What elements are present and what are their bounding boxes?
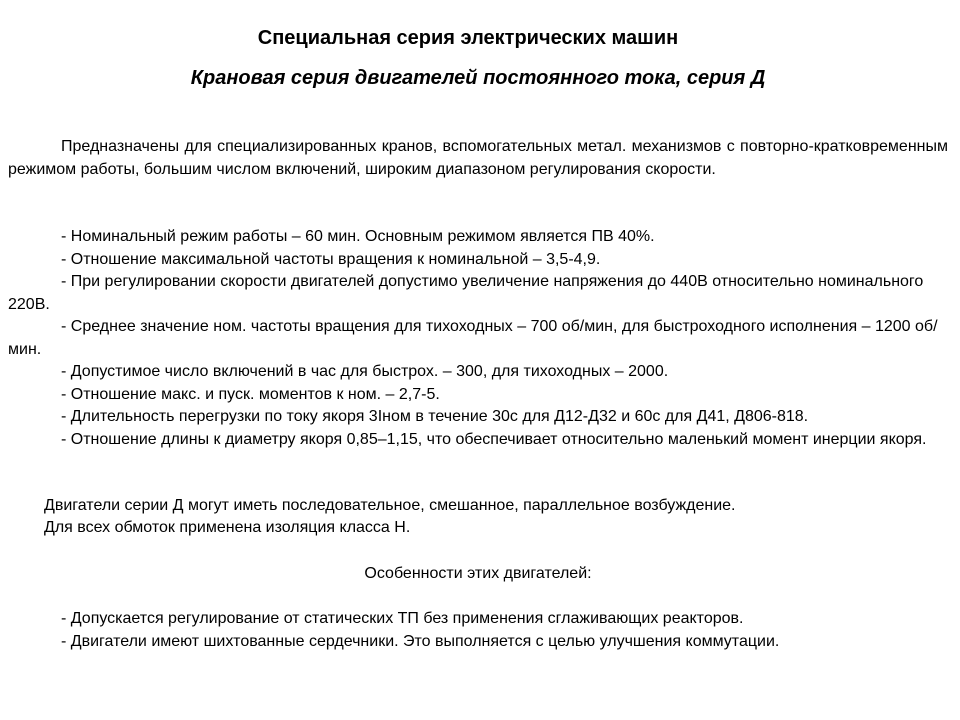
slide-title: Специальная серия электрических машин (257, 27, 679, 49)
spec-item: - Среднее значение ном. частоты вращения для тихоходных – 700 об/мин, для быстроходного исполнения – 1200 об/мин. (8, 318, 938, 358)
insulation-paragraph: Для всех обмоток применена изоляция класса Н. (44, 519, 411, 536)
feature-item: - Допускается регулирование от статических ТП без применения сглаживающих реакторов. (61, 610, 744, 627)
spec-item: - Номинальный режим работы – 60 мин. Основным режимом является ПВ 40%. (61, 228, 655, 245)
spec-item: - Длительность перегрузки по току якоря 3Iном в течение 30с для Д12-Д32 и 60с для Д41, Д806-818. (61, 408, 809, 425)
spec-item: - При регулировании скорости двигателей допустимо увеличение напряжения до 440В относительно номинального 220В. (8, 273, 924, 313)
features-list (8, 608, 948, 653)
excitation-paragraph: Двигатели серии Д могут иметь последовательное, смешанное, параллельное возбуждение. (44, 497, 736, 514)
slide-subtitle: Крановая серия двигателей постоянного тока, серия Д (190, 67, 766, 89)
specs-list (8, 226, 948, 451)
spec-item: - Допустимое число включений в час для быстрох. – 300, для тихоходных – 2000. (61, 363, 669, 380)
feature-item: - Двигатели имеют шихтованные сердечники. Это выполняется с целью улучшения коммутации. (61, 632, 780, 650)
spec-item: - Отношение макс. и пуск. моментов к ном. – 2,7-5. (61, 385, 440, 403)
spec-item: - Отношение максимальной частоты вращения к номинальной – 3,5-4,9. (61, 250, 601, 268)
features-heading: Особенности этих двигателей: (364, 565, 592, 582)
spec-item: - Отношение длины к диаметру якоря 0,85–1,15, что обеспечивает относительно маленький момент инерции якоря. (61, 430, 927, 448)
intro-paragraph: Предназначены для специализированных кранов, вспомогательных метал. механизмов с повторно-кратковременным режимом работы, большим числом включений, широким диапазоном регулирования скорости. (8, 138, 948, 178)
